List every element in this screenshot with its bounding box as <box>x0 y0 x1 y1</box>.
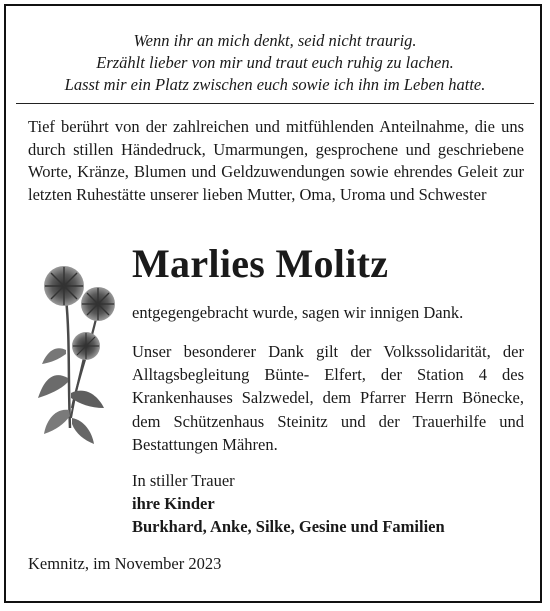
poem <box>0 30 550 96</box>
chrysanthemum-icon <box>28 258 124 458</box>
place-date: Kemnitz, im November 2023 <box>28 554 222 573</box>
thanks-line: entgegengebracht wurde, sagen wir innigen Dank. <box>132 303 464 322</box>
poem-line-1: Wenn ihr an mich denkt, seid nicht traurig. <box>133 31 417 50</box>
children-line: ihre Kinder <box>132 494 215 513</box>
special-thanks-paragraph: Unser besonderer Dank gilt der Volkssolidarität, der Alltagsbegleitung Bünte- Elfert, der Station 4 des Krankenhauses Salzwedel, dem Pfarrer Herrn Bönecke, dem Schützenhaus Steinitz und der Trauerhilfe und Bestattungen Mähren. <box>132 342 524 454</box>
poem-line-2: Erzählt lieber von mir und traut euch ruhig zu lachen. <box>96 53 454 72</box>
poem-line-3: Lasst mir ein Platz zwischen euch sowie ich ihn im Leben hatte. <box>64 75 486 94</box>
divider-line <box>16 103 534 104</box>
intro-paragraph: Tief berührt von der zahlreichen und mitfühlenden Anteilnahme, die uns durch stillen Händedruck, Umarmungen, gesprochene und geschriebene Worte, Kränze, Blumen und Geldzuwendungen sowie ehrendes Geleit zur letzten Ruhestätte unserer lieben Mutter, Oma, Uroma und Schwester <box>28 117 524 204</box>
mourning-line: In stiller Trauer <box>132 471 235 490</box>
deceased-name: Marlies Molitz <box>132 241 389 286</box>
signature-block <box>132 469 532 538</box>
family-names: Burkhard, Anke, Silke, Gesine und Familien <box>132 517 445 536</box>
